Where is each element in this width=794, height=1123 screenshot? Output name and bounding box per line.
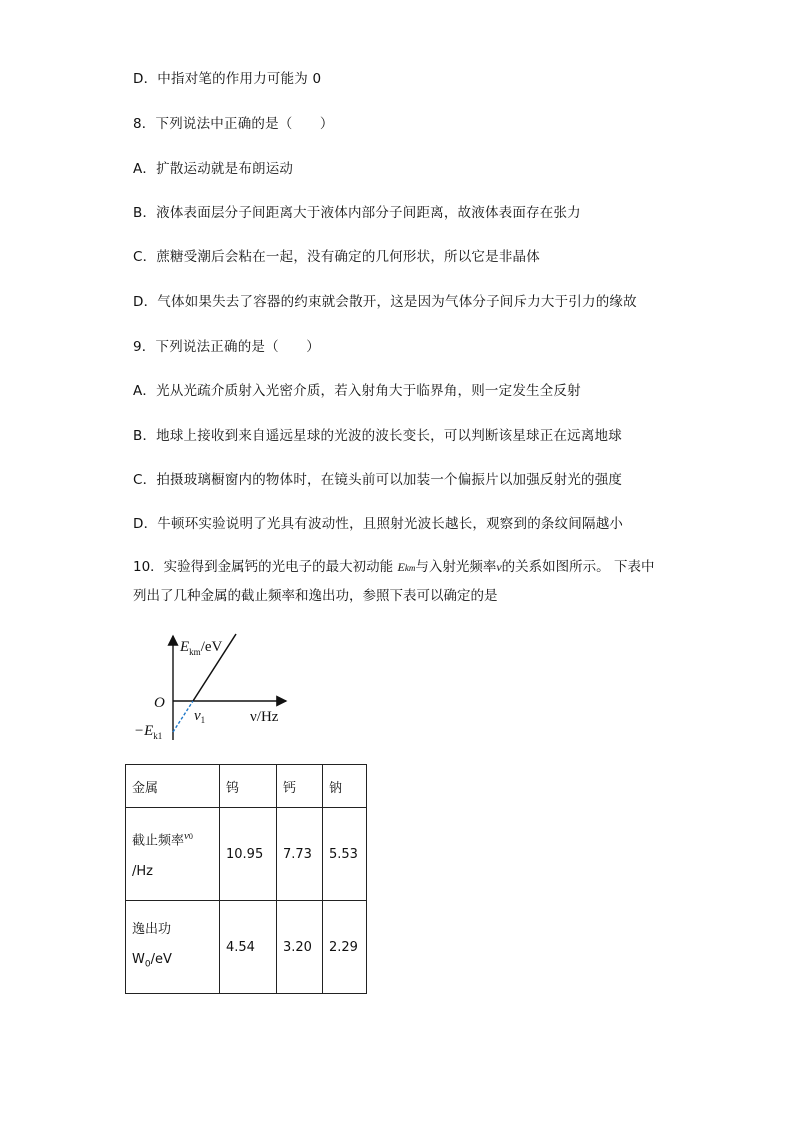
table-cell: 10.95 <box>220 808 277 901</box>
table-cell: 7.73 <box>277 808 323 901</box>
work-function-label: 逸出功 $W_0/eV$ <box>126 901 220 994</box>
question-7-option-d: D．中指对笔的作用力可能为 0 <box>133 71 322 87</box>
table-row <box>126 901 367 994</box>
question-9-stem: 9．下列说法正确的是（ ） <box>133 339 320 355</box>
question-8-option-d: D．气体如果失去了容器的约束就会散开，这是因为气体分子间斥力大于引力的缘故 <box>133 294 637 310</box>
q10-text-part2: 与入射光频率 <box>415 559 497 575</box>
nu-symbol: ν <box>496 560 502 574</box>
y-axis-label: $E_{km}/eV$ <box>180 639 223 657</box>
origin-label: O <box>154 695 165 711</box>
ekm-symbol: Ekm <box>397 560 416 574</box>
extrapolated-dashed-line <box>173 701 193 732</box>
x-axis-label: ν/Hz <box>250 709 279 725</box>
question-9-option-d: D．牛顿环实验说明了光具有波动性，且照射光波长越长，观察到的条纹间隔越小 <box>133 516 624 532</box>
question-8-option-b: B．液体表面层分子间距离大于液体内部分子间距离，故液体表面存在张力 <box>133 205 581 221</box>
photoelectric-graph <box>128 628 308 746</box>
table-cell: 4.54 <box>220 901 277 994</box>
question-9-option-a: A．光从光疏介质射入光密介质，若入射角大于临界角，则一定发生全反射 <box>133 383 581 399</box>
table-cell: 3.20 <box>277 901 323 994</box>
question-9-option-b: B．地球上接收到来自遥远星球的光波的波长变长，可以判断该星球正在远离地球 <box>133 428 622 444</box>
question-9-option-c: C．拍摄玻璃橱窗内的物体时，在镜头前可以加装一个偏振片以加强反射光的强度 <box>133 472 623 488</box>
table-cell: 5.53 <box>323 808 367 901</box>
table-header-cell: 钨 <box>220 765 277 808</box>
question-10-stem <box>133 553 663 610</box>
question-8-stem: 8．下列说法中正确的是（ ） <box>133 116 334 132</box>
q10-text-part3: 的关系如图所示。 下表中列出了几种金属的截止频率和逸出功，参照下表可以确定的是 <box>133 559 655 604</box>
question-8-option-a: A．扩散运动就是布朗运动 <box>133 161 294 177</box>
table-header-row <box>126 765 367 808</box>
neg-ek-label: $-E_{k1}$ <box>134 723 163 741</box>
nu1-label: $\nu_1$ <box>194 708 206 725</box>
table-cell: 2.29 <box>323 901 367 994</box>
table-header-cell: 金属 <box>126 765 220 808</box>
question-8-option-c: C．蔗糖受潮后会粘在一起，没有确定的几何形状，所以它是非晶体 <box>133 249 540 265</box>
table-header-cell: 钙 <box>277 765 323 808</box>
table-row <box>126 808 367 901</box>
metals-table <box>125 764 367 994</box>
table-header-cell: 钠 <box>323 765 367 808</box>
q10-text-part1: 10．实验得到金属钙的光电子的最大初动能 <box>133 559 394 575</box>
cutoff-frequency-label: 截止频率$^{\nu 0}$ /Hz <box>126 808 220 901</box>
